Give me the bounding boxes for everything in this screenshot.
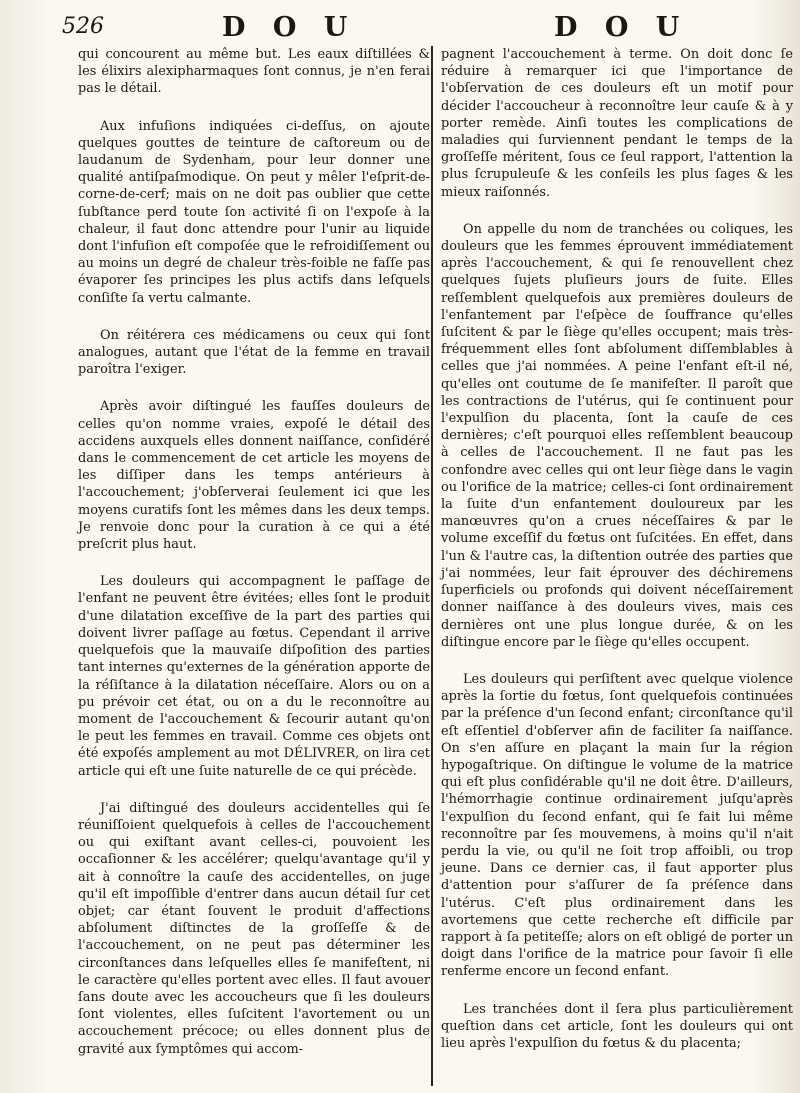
headword-right: D O U bbox=[554, 12, 689, 43]
running-header bbox=[0, 12, 800, 44]
paragraph: pagnent l'accouchement à terme. On doit donc ſe réduire à remarquer ici que l'importance de l'obſervation de ces douleurs eſt un motif pour décider l'accoucheur à reconnoître leur cauſe & à y porter remède. Ainſi toutes les complications de maladies qui ſurviennent pendant le temps de la groſſeſſe méritent, ſous ce ſeul rapport, l'attention la plus ſcrupuleuſe & les conſeils les plus ſages & les mieux raiſonnés. bbox=[441, 47, 793, 200]
paragraph: On réitérera ces médicamens ou ceux qui ſont analogues, autant que l'état de la femme en travail paroîtra l'exiger. bbox=[78, 327, 430, 378]
headword-left: D O U bbox=[222, 12, 357, 43]
paragraph: Les douleurs qui accompagnent le paſſage de l'enfant ne peuvent être évitées; elles ſont le produit d'une dilatation exceſſive de la part des parties qui doivent livrer paſſage au fœtus. Cependant il arrive quelquefois que la mauvaiſe diſpoſition des parties tant internes qu'externes de la génération apporte de la réſiſtance à la dilatation néceſſaire. Alors ou on a pu prévoir cet état, ou on a du le reconnoître au moment de l'accouchement & ſecourir autant qu'on le peut les femmes en travail. Comme ces objets ont été expoſés amplement au mot DÉLIVRER, on lira cet article qui eſt une ſuite naturelle de ce qui précède. bbox=[78, 574, 430, 779]
paragraph: Les tranchées dont il ſera plus particulièrement queſtion dans cet article, ſont les douleurs qui ont lieu après l'expulſion du fœtus & du placenta; bbox=[441, 1001, 793, 1051]
right-column bbox=[441, 46, 793, 1072]
paragraph: Aux infuſions indiquées ci-deſſus, on ajoute quelques gouttes de teinture de caſtoreum ou de laudanum de Sydenham, pour leur donner une qualité antiſpaſmodique. On peut y mêler l'eſprit-de-corne-de-cerf; mais on ne doit pas oublier que cette ſubſtance perd toute ſon activité ſi on l'expoſe à la chaleur, il faut donc attendre pour l'unir au liquide dont l'infuſion eſt compoſée que le refroidiſſement ou au moins un degré de chaleur très-foible ne faſſe pas évaporer ſes principes les plus actifs dans leſquels conſiſte ſa vertu calmante. bbox=[78, 118, 430, 306]
column-divider bbox=[431, 46, 433, 1086]
paragraph: qui concourent au même but. Les eaux diſtillées & les élixirs alexipharmaques ſont connus, je n'en ferai pas le détail. bbox=[78, 47, 430, 97]
left-column bbox=[78, 46, 430, 1078]
page-number: 526 bbox=[62, 14, 104, 39]
paragraph: Après avoir diſtingué les fauſſes douleurs de celles qu'on nomme vraies, expoſé le détail des accidens auxquels elles donnent naiſſance, conſidéré dans le commencement de cet article les moyens de les diſſiper dans les temps antérieurs à l'accouchement; j'obſerverai ſeulement ici que les moyens curatifs ſont les mêmes dans les deux temps. Je renvoie donc pour la curation à ce qui a été preſcrit plus haut. bbox=[78, 399, 430, 553]
paragraph: J'ai diſtingué des douleurs accidentelles qui ſe réuniſſoient quelquefois à celles de l'accouchement ou qui exiſtant avant celles-ci, pouvoient les occaſionner & les accélérer; quelqu'avantage qu'il y ait à connoître la cauſe des accidentelles, on juge qu'il eſt impoſſible d'entrer dans aucun détail ſur cet objet; car étant ſouvent le produit d'affections abſolument diſtinctes de la groſſeſſe & de l'accouchement, on ne peut pas déterminer les circonſtances dans leſquelles elles ſe manifeſtent, ni le caractère qu'elles portent avec elles. Il faut avouer ſans doute avec les accoucheurs que ſi les douleurs ſont violentes, elles ſuſcitent l'avortement ou un accouchement précoce; ou elles donnent plus de gravité aux ſymptômes qui accom- bbox=[78, 800, 430, 1057]
paragraph: On appelle du nom de tranchées ou coliques, les douleurs que les femmes éprouvent immédiatement après l'accouchement, & qui ſe renouvellent chez quelques ſujets pluſieurs jours de ſuite. Elles reſſemblent quelquefois aux premières douleurs de l'enfantement par l'eſpèce de ſouffrance qu'elles ſuſcitent & par le ſiège qu'elles occupent; mais très-fréquemment elles ſont abſolument diſſemblables à celles que j'ai nommées. A peine l'enfant eſt-il né, qu'elles ont coutume de ſe manifeſter. Il paroît que les contractions de l'utérus, qui ſe continuent pour l'expulſion du placenta, ſont la cauſe de ces dernières; c'eſt pourquoi elles reſſemblent beaucoup à celles de l'accouchement. Il ne faut pas les confondre avec celles qui ont leur ſiège dans le vagin ou l'orifice de la matrice; celles-ci ſont ordinairement la ſuite d'un enfantement douloureux par les manœuvres qu'on a crues néceſſaires & par le volume exceſſif du fœtus ont ſuſcitées. En effet, dans l'un & l'autre cas, la diſtention outrée des parties que j'ai nommées, leur fait éprouver des déchiremens ſuperficiels ou profonds qui doivent néceſſairement donner naiſſance à des douleurs vives, mais ces dernières ont une plus longue durée, & on les diſtingue encore par le ſiège qu'elles occupent. bbox=[441, 221, 793, 650]
paragraph: Les douleurs qui perſiſtent avec quelque violence après la ſortie du fœtus, ſont quelquefois continuées par la préſence d'un ſecond enfant; circonſtance qu'il eſt eſſentiel d'obſerver afin de faciliter ſa naiſſance. On s'en aſſure en plaçant la main ſur la région hypogaſtrique. On diſtingue le volume de la matrice qui eſt plus conſidérable qu'il ne doit être. D'ailleurs, l'hémorrhagie continue ordinairement juſqu'après l'expulſion du ſecond enfant, qui ſe fait lui même reconnoître par ſes mouvemens, à moins qu'il n'ait perdu la vie, ou qu'il ne ſoit trop affoibli, ou trop jeune. Dans ce dernier cas, il faut apporter plus d'attention pour s'aſſurer de ſa préſence dans l'utérus. C'eſt plus ordinairement dans les avortemens que cette recherche eſt difficile par rapport à ſa petiteſſe; alors on eſt obligé de porter un doigt dans l'orifice de la matrice pour ſavoir ſi elle renferme encore un ſecond enfant. bbox=[441, 671, 793, 980]
